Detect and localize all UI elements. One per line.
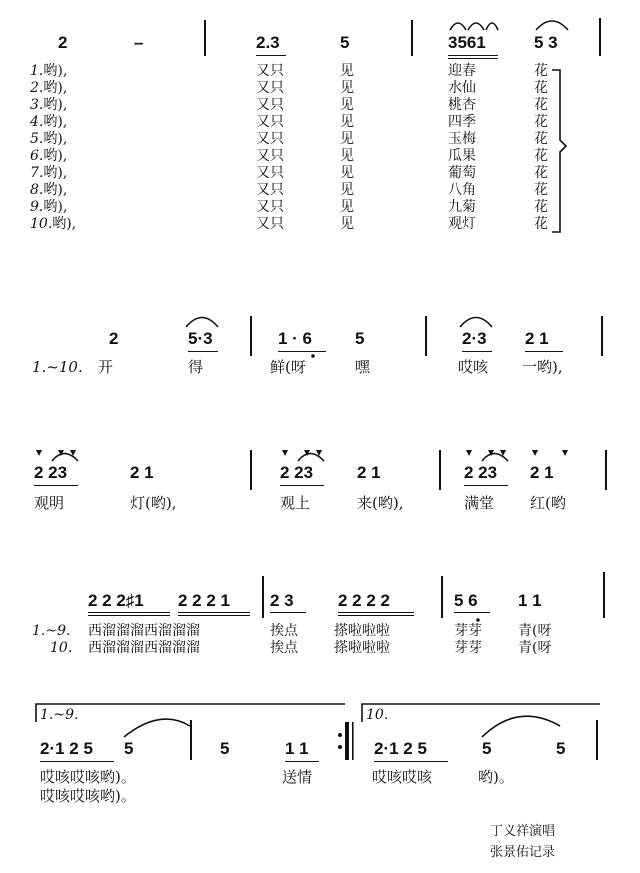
accent-mark [466,450,472,456]
lyric: 迎春 [448,63,476,79]
lyric: 葡萄 [448,165,476,181]
lyric: 又只 [256,97,284,113]
verse-number: 9. [30,199,44,215]
verse-brace [552,70,566,232]
lyric: 观上 [280,494,311,512]
verse-number: 4. [30,114,44,130]
repeat-dot [338,745,342,749]
note-s3-6: 2 1 [530,463,554,482]
lyric: 西溜溜溜西溜溜溜 [88,640,200,656]
lyric: 见 [340,80,354,96]
verse-label: 10. [50,640,73,656]
lyric: 鲜(呀 [270,358,306,376]
lyric: 玉梅 [448,131,476,147]
verse-number: 3. [30,97,44,113]
note-s5-6: 5 [482,739,492,758]
lyric: 桃杏 [448,97,476,113]
tie [482,716,560,737]
note-s4-3: 2 3 [270,591,294,610]
verse-row-10 [30,217,76,231]
note-s5-2: 5 [124,739,134,758]
lyric: 一哟), [522,358,563,376]
lyric: 花 [534,182,548,198]
lyric: 哟), [43,182,68,198]
note-s3-1: 2 23 [34,463,68,482]
lyric: 四季 [448,114,476,130]
octave-dot [311,354,315,358]
verse-row-5 [30,132,67,146]
note-s1-1: 2 [58,33,68,52]
lyric: 见 [340,216,354,232]
lyric: 搽啦啦啦 [334,640,390,656]
slur [468,23,484,30]
note-s1-6: 5 3 [534,33,558,52]
verse-number: 8. [30,182,44,198]
slur [52,454,78,462]
note-s4-5: 5 6 [454,591,478,610]
verse-label: 1.~9. [32,623,71,639]
lyric: 嘿 [355,358,371,376]
note-s5-4: 1 1 [285,739,309,758]
lyric: 哟)。 [478,768,514,786]
lyric: 哟), [43,148,68,164]
lyric: 哟), [43,165,68,181]
lyric: 挨点 [270,623,298,639]
lyric: 花 [534,114,548,130]
accent-mark [36,450,42,456]
lyric: 芽芽 [454,623,482,639]
tie [124,719,190,737]
lyric: 得 [188,358,204,376]
lyric: 哟), [52,216,77,232]
lyric: 哎咳 [458,358,489,376]
lyric: 青(呀 [518,640,552,656]
lyric: 送情 [282,768,313,786]
note-s5-7: 5 [556,739,566,758]
slur [482,454,508,462]
verse-row-8 [30,183,67,197]
verse-row-2 [30,81,67,95]
note-s2-5: 2·3 [462,329,487,348]
note-s1-5: 3561 [448,33,486,52]
lyric: 花 [534,148,548,164]
lyric: 哟), [43,114,68,130]
lyric: 灯(哟), [130,494,177,512]
note-s3-4: 2 1 [357,463,381,482]
octave-dot [476,618,480,622]
verse-number: 2. [30,80,44,96]
verse-row-9 [30,200,67,214]
ending-1-label: 1.~9. [40,707,79,723]
lyric: 又只 [256,165,284,181]
note-s2-4: 5 [355,329,365,348]
lyric: 又只 [256,216,284,232]
lyric: 又只 [256,199,284,215]
lyric: 哎咳哎咳哟)。 [40,768,136,786]
lyric: 见 [340,131,354,147]
ending-2-label: 10. [366,707,389,723]
lyric: 又只 [256,131,284,147]
lyric: 挨点 [270,640,298,656]
verse-row-4 [30,115,67,129]
lyric: 见 [340,97,354,113]
lyric: 又只 [256,148,284,164]
lyric: 见 [340,63,354,79]
lyric: 来(哟), [357,494,404,512]
lyric: 见 [340,182,354,198]
lyric: 芽芽 [454,640,482,656]
slur [460,318,492,328]
note-s3-5: 2 23 [464,463,498,482]
lyric: 见 [340,114,354,130]
note-s2-3: 1 · 6 [278,329,313,348]
lyric: 观明 [34,494,65,512]
repeat-thick-bar [345,722,349,760]
lyric: 见 [340,165,354,181]
verse-number: 1. [30,63,44,79]
lyric: 搽啦啦啦 [334,623,390,639]
lyric: 又只 [256,80,284,96]
note-s1-2: – [134,33,144,52]
lyric: 观灯 [448,216,476,232]
slur [450,23,466,30]
lyric: 九菊 [448,199,476,215]
note-s4-1: 2 2 2♯1 [88,591,144,610]
verse-row-7 [30,166,67,180]
lyric: 花 [534,63,548,79]
accent-mark [532,450,538,456]
verse-number: 6. [30,148,44,164]
note-s3-2: 2 1 [130,463,154,482]
lyric: 花 [534,216,548,232]
note-s3-3: 2 23 [280,463,314,482]
verse-row-3 [30,98,67,112]
lyric: 见 [340,148,354,164]
lyric: 红(哟 [530,494,566,512]
lyric: 哎咳哎咳 [372,768,433,786]
verse-number: 7. [30,165,44,181]
verse-row-1 [30,64,67,78]
lyric: 哟), [43,131,68,147]
lyric: 哟), [43,80,68,96]
verse-row-6 [30,149,67,163]
lyric: 花 [534,165,548,181]
volta-bracket-2 [362,704,600,722]
lyric: 花 [534,199,548,215]
lyric: 西溜溜溜西溜溜溜 [88,623,200,639]
note-s5-3: 5 [220,739,230,758]
slur [186,318,218,328]
accent-mark [282,450,288,456]
lyric: 水仙 [448,80,476,96]
slur [486,23,498,30]
note-s2-6: 2 1 [525,329,549,348]
note-s1-4: 5 [340,33,350,52]
slur [536,21,568,30]
verse-label: 1.~10. [32,358,83,376]
note-s2-2: 5·3 [188,329,213,348]
lyric: 开 [98,358,114,376]
lyric: 满堂 [464,494,495,512]
lyric: 哟), [43,199,68,215]
note-s1-3: 2.3 [256,33,280,52]
lyric: 哟), [43,63,68,79]
volta-bracket-1 [36,704,345,722]
repeat-dot [338,733,342,737]
note-s4-4: 2 2 2 2 [338,591,390,610]
note-s2-1: 2 [109,329,119,348]
note-s5-1: 2·1 2 5 [40,739,93,758]
verse-number: 10. [30,216,53,232]
note-s5-5: 2·1 2 5 [374,739,427,758]
verse-number: 5. [30,131,44,147]
lyric: 花 [534,131,548,147]
lyric: 花 [534,80,548,96]
lyric: 花 [534,97,548,113]
credit-recorder: 张景佑记录 [490,845,556,860]
lyric: 瓜果 [448,148,476,164]
lyric: 哎咳哎咳哟)。 [40,787,136,805]
lyric: 青(呀 [518,623,552,639]
lyric: 见 [340,199,354,215]
lyric: 八角 [448,182,476,198]
lyric: 又只 [256,63,284,79]
accent-mark [562,450,568,456]
note-s4-6: 1 1 [518,591,542,610]
repeat-thin-bar [352,722,354,760]
slur [298,454,324,462]
note-s4-2: 2 2 2 1 [178,591,230,610]
credit-singer: 丁义祥演唱 [490,824,556,839]
lyric: 又只 [256,114,284,130]
lyric: 又只 [256,182,284,198]
lyric: 哟), [43,97,68,113]
